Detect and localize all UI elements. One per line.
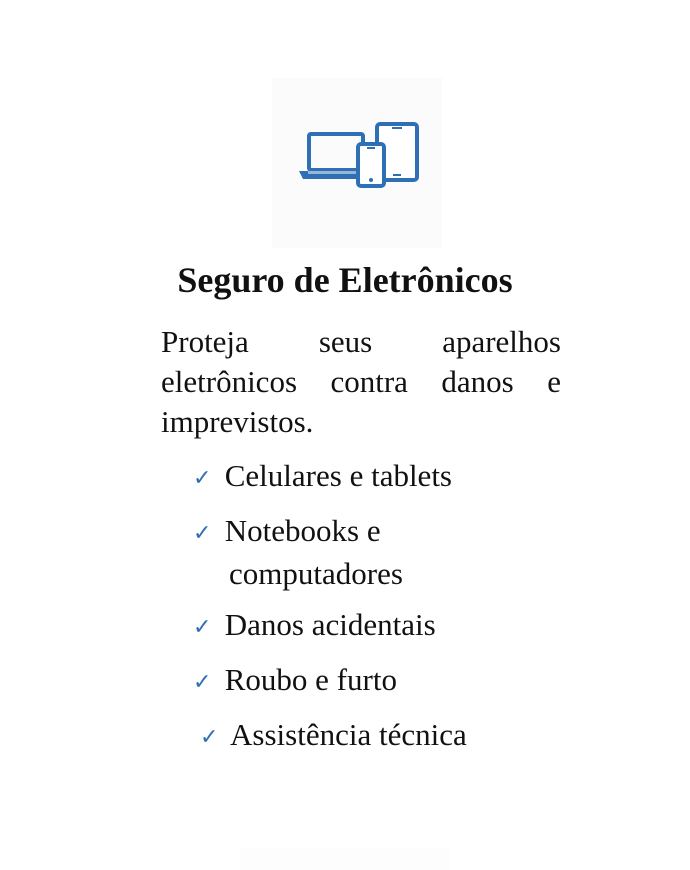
feature-item	[193, 511, 403, 594]
check-icon: ✓	[193, 670, 212, 695]
devices-icon	[272, 78, 442, 248]
check-icon: ✓	[193, 466, 212, 491]
feature-item	[193, 456, 452, 499]
feature-label-line: Notebooks e	[224, 513, 381, 548]
card-title: Seguro de Eletrônicos	[177, 260, 513, 300]
check-icon: ✓	[193, 615, 212, 640]
feature-label: Danos acidentais	[224, 607, 436, 642]
feature-item	[200, 715, 467, 758]
feature-item	[193, 605, 436, 648]
card-description: Proteja seus aparelhos eletrônicos contra danos e imprevistos.	[161, 324, 561, 439]
check-icon: ✓	[200, 725, 219, 750]
feature-label: Assistência técnica	[230, 717, 467, 752]
feature-label-line: computadores	[229, 556, 403, 591]
feature-label: Roubo e furto	[224, 662, 397, 697]
check-icon: ✓	[193, 521, 212, 546]
feature-label	[193, 513, 403, 594]
feature-label: Celulares e tablets	[224, 458, 452, 493]
feature-item	[193, 660, 397, 703]
devices-icon-graphic	[272, 78, 442, 248]
bottom-decoration	[240, 848, 450, 870]
